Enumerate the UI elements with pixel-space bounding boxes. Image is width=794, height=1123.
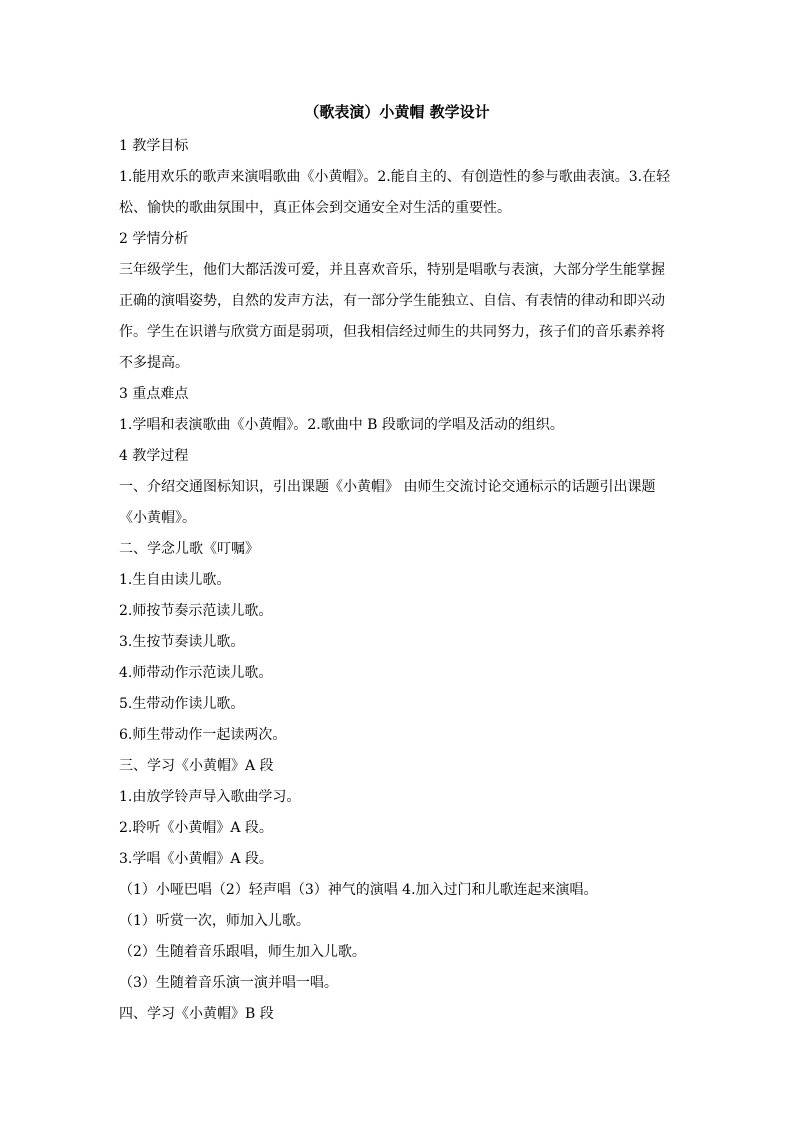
heading-objectives: 1 教学目标	[119, 138, 189, 154]
key-points-text: 1.学唱和表演歌曲《小黄帽》。2.歌曲中 B 段歌词的学唱及活动的组织。	[119, 417, 564, 433]
heading-process: 4 教学过程	[119, 448, 189, 464]
document-body	[119, 131, 676, 1030]
objectives-text: 1.能用欢乐的歌声来演唱歌曲《小黄帽》。2.能自主的、有创造性的参与歌曲表演。3.在轻松、愉快的歌曲氛围中，真正体会到交通安全对生活的重要性。	[119, 169, 671, 216]
list-item: 1.由放学铃声导入歌曲学习。	[119, 789, 301, 805]
list-item: 2.师按节奏示范读儿歌。	[119, 603, 273, 619]
list-item: （2）生随着音乐跟唱，师生加入儿歌。	[119, 944, 366, 960]
process-step-2: 二、学念儿歌《叮嘱》	[119, 541, 259, 557]
heading-key-points: 3 重点难点	[119, 386, 189, 402]
list-item: （1）听赏一次，师加入儿歌。	[119, 913, 310, 929]
list-item: 3.生按节奏读儿歌。	[119, 634, 245, 650]
heading-analysis: 2 学情分析	[119, 231, 189, 247]
list-item: （1）小哑巴唱（2）轻声唱（3）神气的演唱 4.加入过门和儿歌连起来演唱。	[119, 882, 598, 898]
list-item: 3.学唱《小黄帽》A 段。	[119, 851, 273, 867]
list-item: 6.师生带动作一起读两次。	[119, 727, 287, 743]
process-step-1: 一、介绍交通图标知识，引出课题《小黄帽》 由师生交流讨论交通标示的话题引出课题《小黄帽》。	[119, 479, 656, 526]
process-step-3: 三、学习《小黄帽》A 段	[119, 758, 274, 774]
process-step-4: 四、学习《小黄帽》B 段	[119, 1006, 274, 1022]
list-item: 4.师带动作示范读儿歌。	[119, 665, 273, 681]
list-item: （3）生随着音乐演一演并唱一唱。	[119, 975, 338, 991]
list-item: 5.生带动作读儿歌。	[119, 696, 245, 712]
list-item: 2.聆听《小黄帽》A 段。	[119, 820, 273, 836]
document-title: （歌表演）小黄帽 教学设计	[304, 103, 490, 121]
list-item: 1.生自由读儿歌。	[119, 572, 231, 588]
analysis-text: 三年级学生，他们大都活泼可爱，并且喜欢音乐，特别是唱歌与表演，大部分学生能掌握正确的演唱姿势，自然的发声方法，有一部分学生能独立、自信、有表情的律动和即兴动作。学生在识谱与欣赏方面是弱项，但我相信经过师生的共同努力，孩子们的音乐素养将不多提高。	[119, 262, 665, 371]
